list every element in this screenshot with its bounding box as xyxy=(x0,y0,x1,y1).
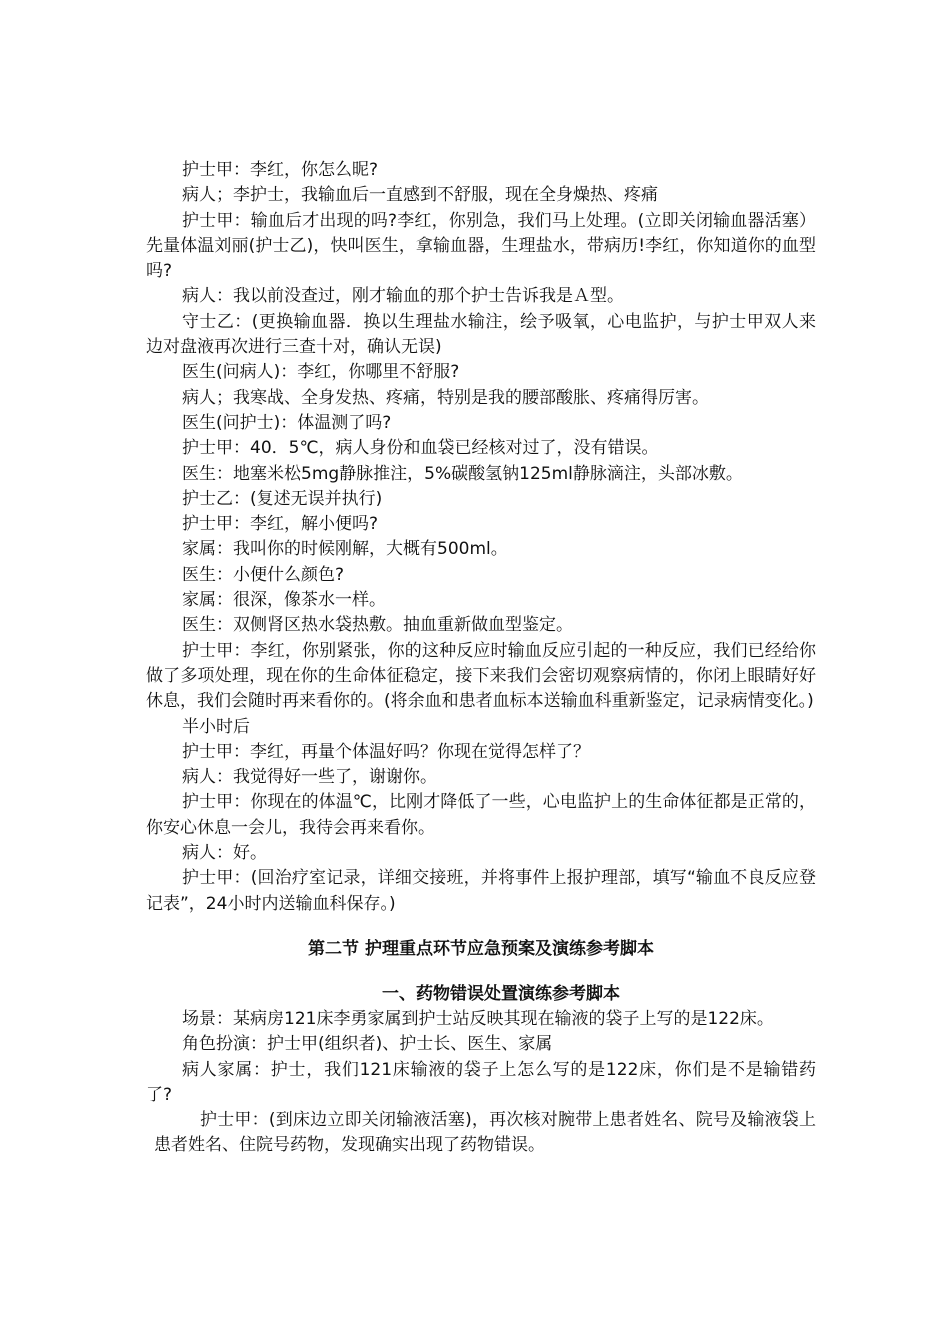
script-line: 角色扮演：护士甲(组织者)、护士长、医生、家属 xyxy=(182,1034,553,1055)
dialogue-line: 家属：我叫你的时候刚解，大概有500ml。 xyxy=(182,539,508,560)
dialogue-line: 病人；李护士，我输血后一直感到不舒服，现在全身燥热、疼痛 xyxy=(182,185,658,206)
dialogue-line: 医生：双侧肾区热水袋热敷。抽血重新做血型鉴定。 xyxy=(182,615,573,636)
dialogue-line: 护士甲：李红，解小便吗? xyxy=(182,514,379,535)
dialogue-line: 护士甲：40．5℃，病人身份和血袋已经核对过了，没有错误。 xyxy=(182,438,659,459)
dialogue-line: 家属：很深，像茶水一样。 xyxy=(182,590,386,611)
dialogue-line: 病人；我寒战、全身发热、疼痛，特别是我的腰部酸胀、疼痛得厉害。 xyxy=(182,387,709,408)
dialogue-line: 半小时后 xyxy=(182,716,250,737)
dialogue-line: 护士甲：李红，再量个体温好吗？你现在觉得怎样了？ xyxy=(182,741,590,762)
dialogue-line: 护士乙：(复述无误并执行) xyxy=(182,488,383,509)
dialogue-line: 医生(问病人)：李红，你哪里不舒服? xyxy=(182,362,460,383)
dialogue-line: 病人：好。 xyxy=(182,843,267,864)
dialogue-line: 医生(问护士)：体温测了吗? xyxy=(182,412,392,433)
dialogue-line: 护士甲：输血后才出现的吗?李红，你别急，我们马上处理。(立即关闭输血器活塞）先量体温刘丽(护士乙)，快叫医生，拿输血器，生理盐水，带病历!李红，你知道你的血型吗? xyxy=(146,210,816,282)
dialogue-line: 护士甲：(回治疗室记录，详细交接班，并将事件上报护理部，填写“输血不良反应登记表”，24小时内送输血科保存。) xyxy=(146,868,816,914)
dialogue-line: 护士甲：李红，你别紧张，你的这种反应时输血反应引起的一种反应，我们已经给你做了多项处理，现在你的生命体征稳定，接下来我们会密切观察病情的，你闭上眼睛好好休息，我们会随时再来看你的。(将余血和患者血标本送输血科重新鉴定，记录病情变化。) xyxy=(146,640,816,712)
dialogue-line: 守士乙：(更换输血器．换以生理盐水输注，绘予吸氧，心电监护，与护士甲双人来边对盘液再次进行三查十对，确认无误) xyxy=(146,311,816,358)
document-page xyxy=(146,158,816,1159)
subsection-title: 一、药物错误处置演练参考脚本 xyxy=(382,983,620,1004)
dialogue-line: 护士甲：你现在的体温℃，比刚才降低了一些，心电监护上的生命体征都是正常的，你安心休息一会儿，我待会再来看你。 xyxy=(146,792,816,838)
dialogue-line: 医生：地塞米松5mg静脉推注，5%碳酸氢钠125ml静脉滴注，头部冰敷。 xyxy=(182,463,743,484)
script-line: 场景：某病房121床李勇家属到护士站反映其现在输液的袋子上写的是122床。 xyxy=(182,1008,774,1029)
dialogue-line: 病人：我以前没查过，刚才输血的那个护士告诉我是Ａ型。 xyxy=(182,286,624,307)
dialogue-line: 护士甲：李红，你怎么昵? xyxy=(182,160,379,180)
script-line: 病人家属：护士，我们121床输液的袋子上怎么写的是122床，你们是不是输错药了? xyxy=(146,1059,816,1105)
dialogue-line: 医生：小便什么颜色? xyxy=(182,564,345,585)
script-line: 护士甲：(到床边立即关闭输液活塞)，再次核对腕带上患者姓名、院号及输液袋上患者姓名、住院号药物，发现确实出现了药物错误。 xyxy=(154,1110,816,1156)
section-title: 第二节 护理重点环节应急预案及演练参考脚本 xyxy=(308,938,654,959)
dialogue-line: 病人：我觉得好一些了，谢谢你。 xyxy=(182,767,437,788)
